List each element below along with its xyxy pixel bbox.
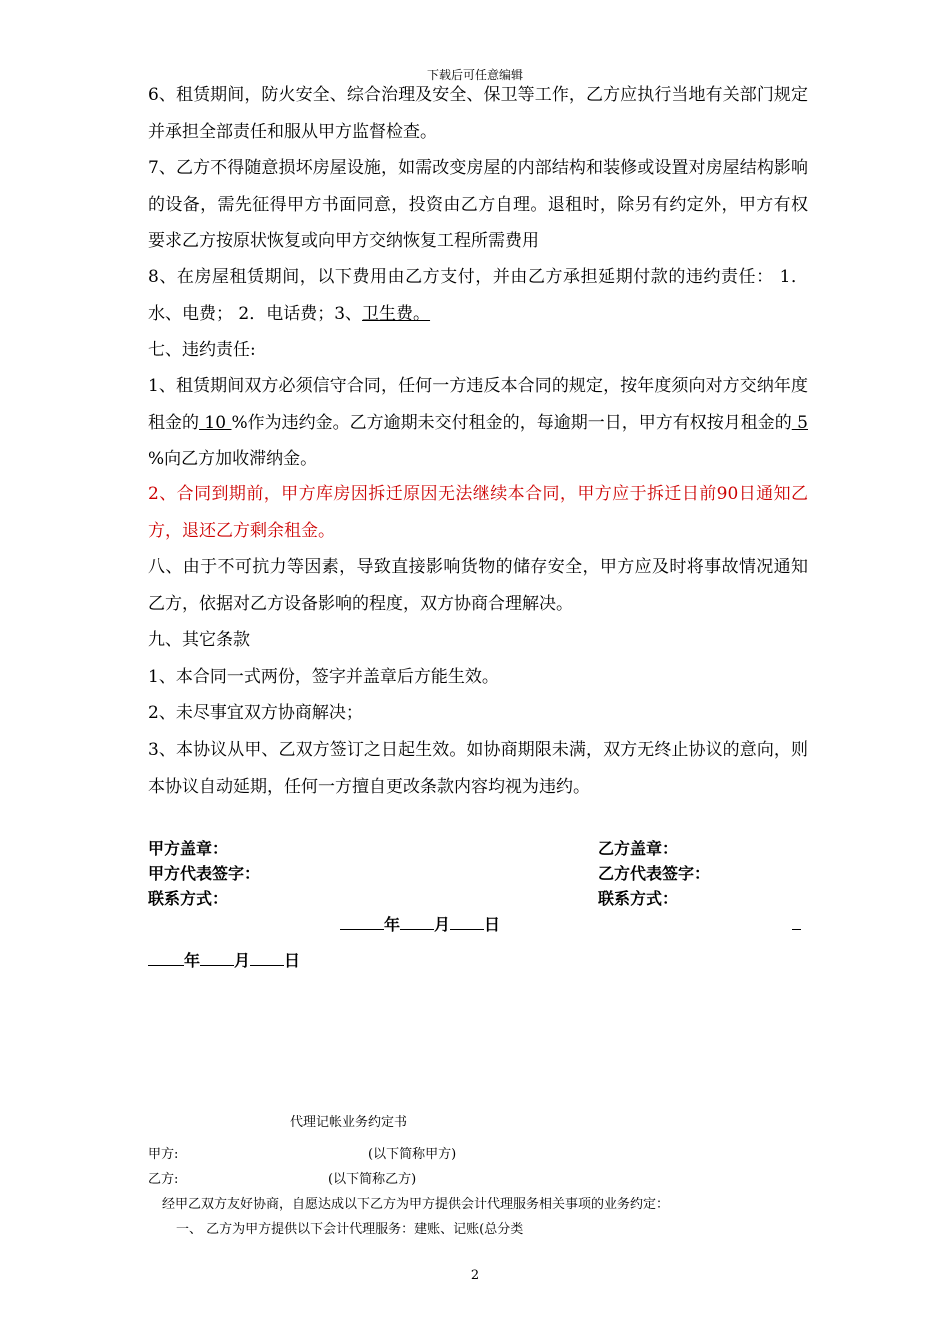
year-blank: [340, 911, 384, 930]
party-a-note: (以下简称甲方): [368, 1147, 457, 1162]
section-8-text: 八、由于不可抗力等因素，导致直接影响货物的储存安全，甲方应及时将事故情况通知乙方，依据对乙方设备影响的程度，双方协商合理解决。: [148, 557, 808, 614]
section-7-title: 七、违约责任:: [148, 340, 256, 360]
section-7-item-1: [148, 368, 808, 478]
clause-8: [148, 259, 808, 332]
agreement-title: 代理记帐业务约定书: [290, 1115, 408, 1130]
party-a-contact-label: 联系方式：: [148, 889, 229, 908]
clause-8-underlined: 卫生费。: [362, 303, 431, 324]
penalty-percent: 10: [199, 412, 232, 433]
party-b-contact-label: 联系方式：: [598, 889, 679, 908]
clause-8-text: [148, 259, 808, 332]
clause-6-text: 6、租赁期间，防火安全、综合治理及安全、保卫等工作，乙方应执行当地有关部门规定并承担全部责任和服从甲方监督检查。: [148, 85, 808, 142]
section-7-item-1-text: [148, 368, 808, 478]
page-header: 下载后可任意编辑: [426, 68, 523, 82]
section-8: [148, 549, 808, 622]
day-blank: [450, 911, 484, 930]
clause-7-text: 7、乙方不得随意损坏房屋设施，如需改变房屋的内部结构和装修或设置对房屋结构影响的设备，需先征得甲方书面同意，投资由乙方自理。退租时，除另有约定外，甲方有权要求乙方按原状恢复或向甲方交纳恢复工程所需费用: [148, 158, 808, 252]
clause-8-main: 8、在房屋租赁期间，以下费用由乙方支付，并由乙方承担延期付款的违约责任： 1．水、电费； 2．电话费；3、: [148, 267, 808, 324]
clause-6: [148, 77, 808, 150]
party-a-rep-label: 甲方代表签字：: [148, 864, 261, 883]
late-fee-percent: 5: [791, 412, 808, 433]
section-9-title: 九、其它条款: [148, 630, 250, 650]
month-blank: [200, 947, 234, 966]
year-blank: [148, 947, 184, 966]
party-b-date-start: [792, 911, 801, 937]
section-9-item-1: 1、本合同一式两份，签字并盖章后方能生效。: [148, 667, 499, 687]
section-9-item-3-text: 3、本协议从甲、乙双方签订之日起生效。如协商期限未满，双方无终止协议的意向，则本协议自动延期，任何一方擅自更改条款内容均视为违约。: [148, 740, 808, 797]
party-a-label: 甲方:: [148, 1147, 179, 1162]
penalty-text-c: %向乙方加收滞纳金。: [148, 449, 318, 470]
party-a-date: 年 月 日: [340, 911, 500, 937]
clause-7: [148, 150, 808, 260]
party-b-date: 年 月 日: [148, 947, 300, 973]
party-b-label: 乙方:: [148, 1172, 179, 1187]
section-9-item-2: 2、未尽事宜双方协商解决；: [148, 703, 363, 723]
agreement-intro: 经甲乙双方友好协商，自愿达成以下乙方为甲方提供会计代理服务相关事项的业务约定：: [162, 1197, 670, 1212]
month-blank: [400, 911, 434, 930]
penalty-text-a: 1、租赁期间双方必须信守合同，任何一方违反本合同的规定，按年度须向对方交纳年度租金的: [148, 376, 808, 433]
year-blank-start: [792, 911, 801, 930]
agreement-item-1: 一、 乙方为甲方提供以下会计代理服务：建账、记账(总分类: [176, 1222, 524, 1237]
penalty-text-b: %作为违约金。乙方逾期未交付租金的，每逾期一日，甲方有权按月租金的: [231, 412, 792, 433]
party-b-rep-label: 乙方代表签字：: [598, 864, 711, 883]
section-7-item-2: [148, 476, 808, 549]
party-b-note: (以下简称乙方): [328, 1172, 417, 1187]
section-7-item-2-text: 2、合同到期前，甲方库房因拆迁原因无法继续本合同，甲方应于拆迁日前90日通知乙方，退还乙方剩余租金。: [148, 484, 808, 541]
page-number: 2: [470, 1268, 480, 1283]
day-blank: [250, 947, 284, 966]
section-9-item-3: [148, 732, 808, 805]
party-b-seal-label: 乙方盖章：: [598, 839, 679, 858]
party-a-seal-label: 甲方盖章：: [148, 839, 229, 858]
